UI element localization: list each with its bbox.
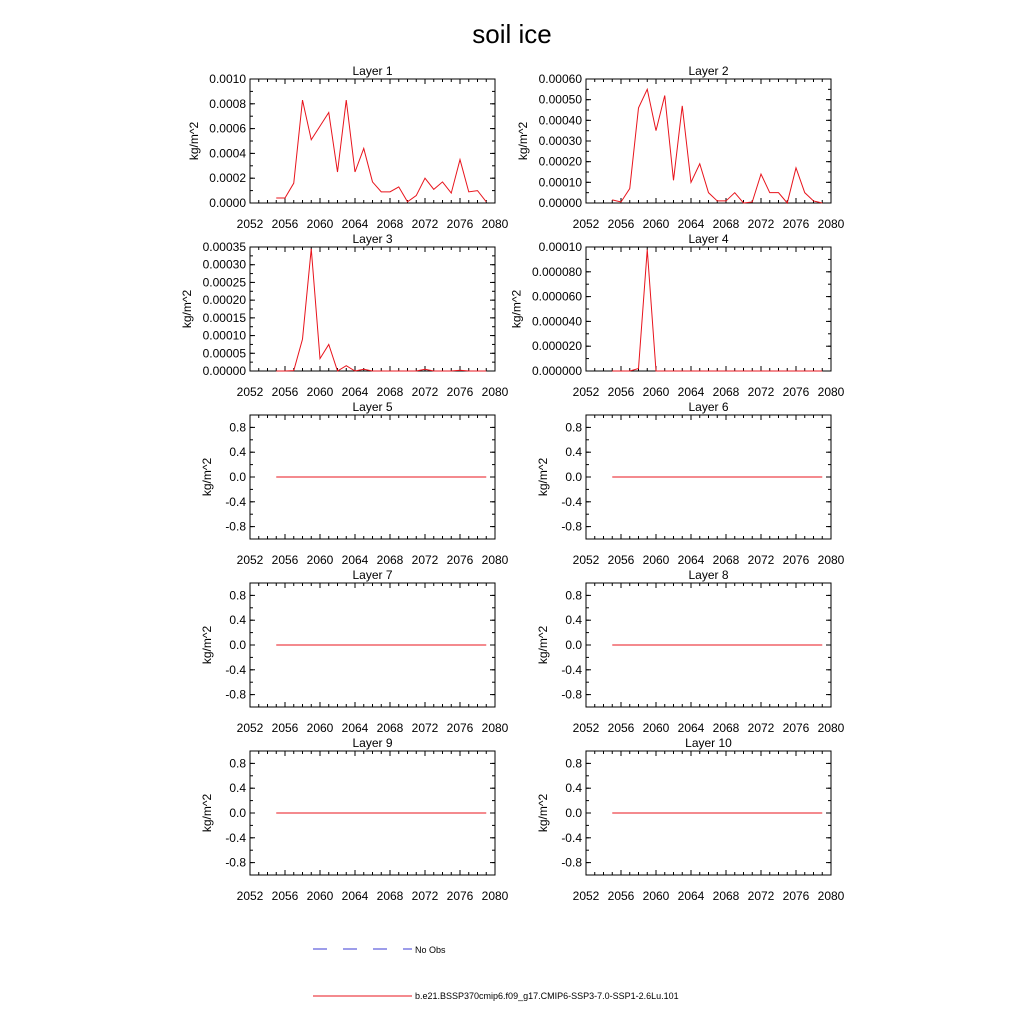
x-tick-label-layer-3: 2068: [376, 385, 404, 399]
x-tick-label-layer-6: 2064: [677, 553, 705, 567]
x-tick-label-layer-5: 2076: [446, 553, 474, 567]
x-tick-label-layer-2: 2076: [782, 217, 810, 231]
x-tick-label-layer-4: 2060: [642, 385, 670, 399]
y-axis-label-layer-3: kg/m^2: [180, 289, 195, 329]
y-tick-label-layer-5: 0.4: [229, 445, 246, 460]
panel-layer-2: [516, 64, 845, 231]
y-tick-label-layer-5: -0.8: [225, 519, 246, 534]
y-axis-label-layer-1: kg/m^2: [186, 121, 201, 161]
x-tick-label-layer-9: 2072: [411, 889, 439, 903]
y-tick-label-layer-3: 0.00000: [202, 364, 246, 378]
x-tick-label-layer-4: 2072: [747, 385, 775, 399]
y-tick-label-layer-2: 0.00050: [538, 92, 582, 107]
x-tick-label-layer-3: 2076: [446, 385, 474, 399]
y-tick-label-layer-1: 0.0002: [209, 171, 246, 186]
y-tick-label-layer-9: 0.4: [229, 781, 246, 796]
x-tick-label-layer-3: 2080: [481, 385, 509, 399]
x-tick-label-layer-2: 2064: [677, 217, 705, 231]
x-tick-label-layer-2: 2068: [712, 217, 740, 231]
y-tick-label-layer-8: 0.4: [565, 613, 582, 628]
x-tick-label-layer-1: 2056: [271, 217, 299, 231]
x-tick-label-layer-2: 2052: [572, 217, 600, 231]
plot-frame-layer-4: [586, 247, 831, 371]
x-tick-label-layer-10: 2076: [782, 889, 810, 903]
x-tick-label-layer-10: 2080: [817, 889, 845, 903]
x-tick-label-layer-1: 2068: [376, 217, 404, 231]
series-line-layer-3: [276, 249, 486, 371]
panel-layer-3: [180, 232, 509, 399]
y-tick-label-layer-10: 0.8: [565, 756, 582, 771]
x-tick-label-layer-8: 2056: [607, 721, 635, 735]
y-axis-label-layer-4: kg/m^2: [509, 289, 524, 329]
x-tick-label-layer-5: 2064: [341, 553, 369, 567]
x-tick-label-layer-6: 2080: [817, 553, 845, 567]
x-tick-label-layer-2: 2080: [817, 217, 845, 231]
panel-title-layer-6: Layer 6: [688, 400, 729, 414]
y-tick-label-layer-1: 0.0000: [209, 196, 246, 210]
y-tick-label-layer-6: -0.4: [561, 494, 582, 509]
y-tick-label-layer-3: 0.00020: [202, 293, 246, 308]
plot-frame-layer-2: [586, 79, 831, 203]
y-tick-label-layer-7: 0.8: [229, 588, 246, 603]
x-tick-label-layer-7: 2056: [271, 721, 299, 735]
y-tick-label-layer-2: 0.00020: [538, 154, 582, 169]
y-tick-label-layer-3: 0.00030: [202, 257, 246, 272]
y-axis-label-layer-6: kg/m^2: [536, 457, 551, 497]
panel-title-layer-2: Layer 2: [688, 64, 729, 78]
x-tick-label-layer-8: 2060: [642, 721, 670, 735]
x-tick-label-layer-5: 2052: [236, 553, 264, 567]
y-tick-label-layer-6: 0.0: [565, 470, 582, 484]
panel-layer-5: [200, 400, 508, 567]
x-tick-label-layer-8: 2076: [782, 721, 810, 735]
y-tick-label-layer-9: 0.8: [229, 756, 246, 771]
y-tick-label-layer-8: 0.8: [565, 588, 582, 603]
x-tick-label-layer-7: 2072: [411, 721, 439, 735]
x-tick-label-layer-7: 2064: [341, 721, 369, 735]
y-tick-label-layer-5: -0.4: [225, 494, 246, 509]
x-tick-label-layer-3: 2064: [341, 385, 369, 399]
y-tick-label-layer-9: -0.4: [225, 830, 246, 845]
x-tick-label-layer-1: 2060: [306, 217, 334, 231]
y-tick-label-layer-5: 0.0: [229, 470, 246, 484]
x-tick-label-layer-9: 2052: [236, 889, 264, 903]
x-tick-label-layer-7: 2060: [306, 721, 334, 735]
legend-model-label: b.e21.BSSP370cmip6.f09_g17.CMIP6-SSP3-7.0-SSP1-2.6Lu.101: [415, 991, 679, 1001]
x-tick-label-layer-10: 2068: [712, 889, 740, 903]
y-tick-label-layer-3: 0.00010: [202, 328, 246, 343]
legend: [313, 945, 679, 1001]
x-tick-label-layer-6: 2060: [642, 553, 670, 567]
y-tick-label-layer-9: 0.0: [229, 806, 246, 820]
x-tick-label-layer-1: 2080: [481, 217, 509, 231]
y-tick-label-layer-9: -0.8: [225, 855, 246, 870]
x-tick-label-layer-5: 2060: [306, 553, 334, 567]
x-tick-label-layer-8: 2080: [817, 721, 845, 735]
figure-title: soil ice: [472, 19, 552, 49]
y-axis-label-layer-7: kg/m^2: [200, 625, 215, 665]
x-tick-label-layer-4: 2080: [817, 385, 845, 399]
x-tick-label-layer-4: 2076: [782, 385, 810, 399]
panel-title-layer-5: Layer 5: [352, 400, 393, 414]
y-axis-label-layer-2: kg/m^2: [516, 121, 531, 161]
x-tick-label-layer-8: 2068: [712, 721, 740, 735]
x-tick-label-layer-7: 2052: [236, 721, 264, 735]
y-tick-label-layer-7: 0.4: [229, 613, 246, 628]
x-tick-label-layer-10: 2056: [607, 889, 635, 903]
panel-title-layer-4: Layer 4: [688, 232, 729, 246]
series-line-layer-4: [612, 249, 822, 371]
x-tick-label-layer-3: 2052: [236, 385, 264, 399]
x-tick-label-layer-6: 2072: [747, 553, 775, 567]
y-tick-label-layer-5: 0.8: [229, 420, 246, 435]
x-tick-label-layer-10: 2072: [747, 889, 775, 903]
y-tick-label-layer-2: 0.00040: [538, 113, 582, 128]
series-line-layer-1: [276, 100, 486, 202]
y-tick-label-layer-4: 0.000080: [531, 264, 582, 279]
x-tick-label-layer-4: 2064: [677, 385, 705, 399]
x-tick-label-layer-6: 2068: [712, 553, 740, 567]
x-tick-label-layer-5: 2072: [411, 553, 439, 567]
y-tick-label-layer-3: 0.00005: [202, 346, 246, 361]
x-tick-label-layer-6: 2076: [782, 553, 810, 567]
y-axis-label-layer-10: kg/m^2: [536, 793, 551, 833]
y-tick-label-layer-1: 0.0010: [209, 72, 246, 86]
panel-layer-8: [536, 568, 844, 735]
x-tick-label-layer-1: 2072: [411, 217, 439, 231]
y-axis-label-layer-5: kg/m^2: [200, 457, 215, 497]
panel-layer-4: [509, 232, 844, 399]
x-tick-label-layer-8: 2072: [747, 721, 775, 735]
y-tick-label-layer-2: 0.00000: [538, 196, 582, 210]
y-tick-label-layer-6: -0.8: [561, 519, 582, 534]
x-tick-label-layer-9: 2060: [306, 889, 334, 903]
y-axis-label-layer-8: kg/m^2: [536, 625, 551, 665]
x-tick-label-layer-4: 2068: [712, 385, 740, 399]
panel-title-layer-7: Layer 7: [352, 568, 393, 582]
y-tick-label-layer-4: 0.00010: [538, 240, 582, 254]
panel-title-layer-10: Layer 10: [685, 736, 732, 750]
x-tick-label-layer-1: 2064: [341, 217, 369, 231]
y-tick-label-layer-8: -0.4: [561, 662, 582, 677]
y-tick-label-layer-3: 0.00015: [202, 310, 246, 325]
y-tick-label-layer-4: 0.000000: [531, 364, 582, 378]
x-tick-label-layer-9: 2068: [376, 889, 404, 903]
x-tick-label-layer-10: 2052: [572, 889, 600, 903]
y-tick-label-layer-4: 0.000060: [531, 289, 582, 304]
x-tick-label-layer-1: 2076: [446, 217, 474, 231]
y-tick-label-layer-10: -0.8: [561, 855, 582, 870]
panel-layer-7: [200, 568, 508, 735]
panel-title-layer-1: Layer 1: [352, 64, 393, 78]
y-tick-label-layer-4: 0.000040: [531, 314, 582, 329]
x-tick-label-layer-4: 2052: [572, 385, 600, 399]
x-tick-label-layer-9: 2080: [481, 889, 509, 903]
panel-layer-1: [187, 64, 509, 231]
y-tick-label-layer-7: 0.0: [229, 638, 246, 652]
x-tick-label-layer-5: 2080: [481, 553, 509, 567]
x-tick-label-layer-10: 2064: [677, 889, 705, 903]
panel-title-layer-8: Layer 8: [688, 568, 729, 582]
panel-layer-9: [200, 736, 508, 903]
x-tick-label-layer-4: 2056: [607, 385, 635, 399]
x-tick-label-layer-6: 2056: [607, 553, 635, 567]
x-tick-label-layer-7: 2068: [376, 721, 404, 735]
x-tick-label-layer-7: 2080: [481, 721, 509, 735]
plot-frame-layer-3: [250, 247, 495, 371]
y-tick-label-layer-1: 0.0008: [209, 96, 246, 111]
y-tick-label-layer-2: 0.00060: [538, 72, 582, 86]
y-tick-label-layer-6: 0.4: [565, 445, 582, 460]
y-tick-label-layer-6: 0.8: [565, 420, 582, 435]
y-tick-label-layer-1: 0.0006: [209, 121, 246, 136]
x-tick-label-layer-2: 2072: [747, 217, 775, 231]
y-axis-label-layer-9: kg/m^2: [200, 793, 215, 833]
y-tick-label-layer-3: 0.00035: [202, 240, 246, 254]
panel-layer-6: [536, 400, 844, 567]
x-tick-label-layer-2: 2060: [642, 217, 670, 231]
y-tick-label-layer-10: 0.4: [565, 781, 582, 796]
panel-title-layer-3: Layer 3: [352, 232, 393, 246]
x-tick-label-layer-7: 2076: [446, 721, 474, 735]
x-tick-label-layer-9: 2064: [341, 889, 369, 903]
y-tick-label-layer-4: 0.000020: [531, 339, 582, 354]
x-tick-label-layer-3: 2056: [271, 385, 299, 399]
y-tick-label-layer-10: 0.0: [565, 806, 582, 820]
y-tick-label-layer-8: 0.0: [565, 638, 582, 652]
x-tick-label-layer-3: 2072: [411, 385, 439, 399]
x-tick-label-layer-10: 2060: [642, 889, 670, 903]
x-tick-label-layer-1: 2052: [236, 217, 264, 231]
y-tick-label-layer-7: -0.8: [225, 687, 246, 702]
x-tick-label-layer-3: 2060: [306, 385, 334, 399]
y-tick-label-layer-1: 0.0004: [209, 146, 246, 161]
x-tick-label-layer-8: 2052: [572, 721, 600, 735]
legend-obs-label: No Obs: [415, 945, 446, 955]
panel-layer-10: [536, 736, 844, 903]
x-tick-label-layer-9: 2076: [446, 889, 474, 903]
x-tick-label-layer-5: 2056: [271, 553, 299, 567]
x-tick-label-layer-9: 2056: [271, 889, 299, 903]
y-tick-label-layer-2: 0.00010: [538, 175, 582, 190]
x-tick-label-layer-2: 2056: [607, 217, 635, 231]
plot-frame-layer-1: [250, 79, 495, 203]
panel-title-layer-9: Layer 9: [352, 736, 393, 750]
y-tick-label-layer-8: -0.8: [561, 687, 582, 702]
x-tick-label-layer-5: 2068: [376, 553, 404, 567]
y-tick-label-layer-10: -0.4: [561, 830, 582, 845]
panels-group: [180, 64, 845, 903]
series-line-layer-2: [612, 89, 822, 203]
y-tick-label-layer-7: -0.4: [225, 662, 246, 677]
x-tick-label-layer-8: 2064: [677, 721, 705, 735]
y-tick-label-layer-3: 0.00025: [202, 275, 246, 290]
y-tick-label-layer-2: 0.00030: [538, 134, 582, 148]
x-tick-label-layer-6: 2052: [572, 553, 600, 567]
